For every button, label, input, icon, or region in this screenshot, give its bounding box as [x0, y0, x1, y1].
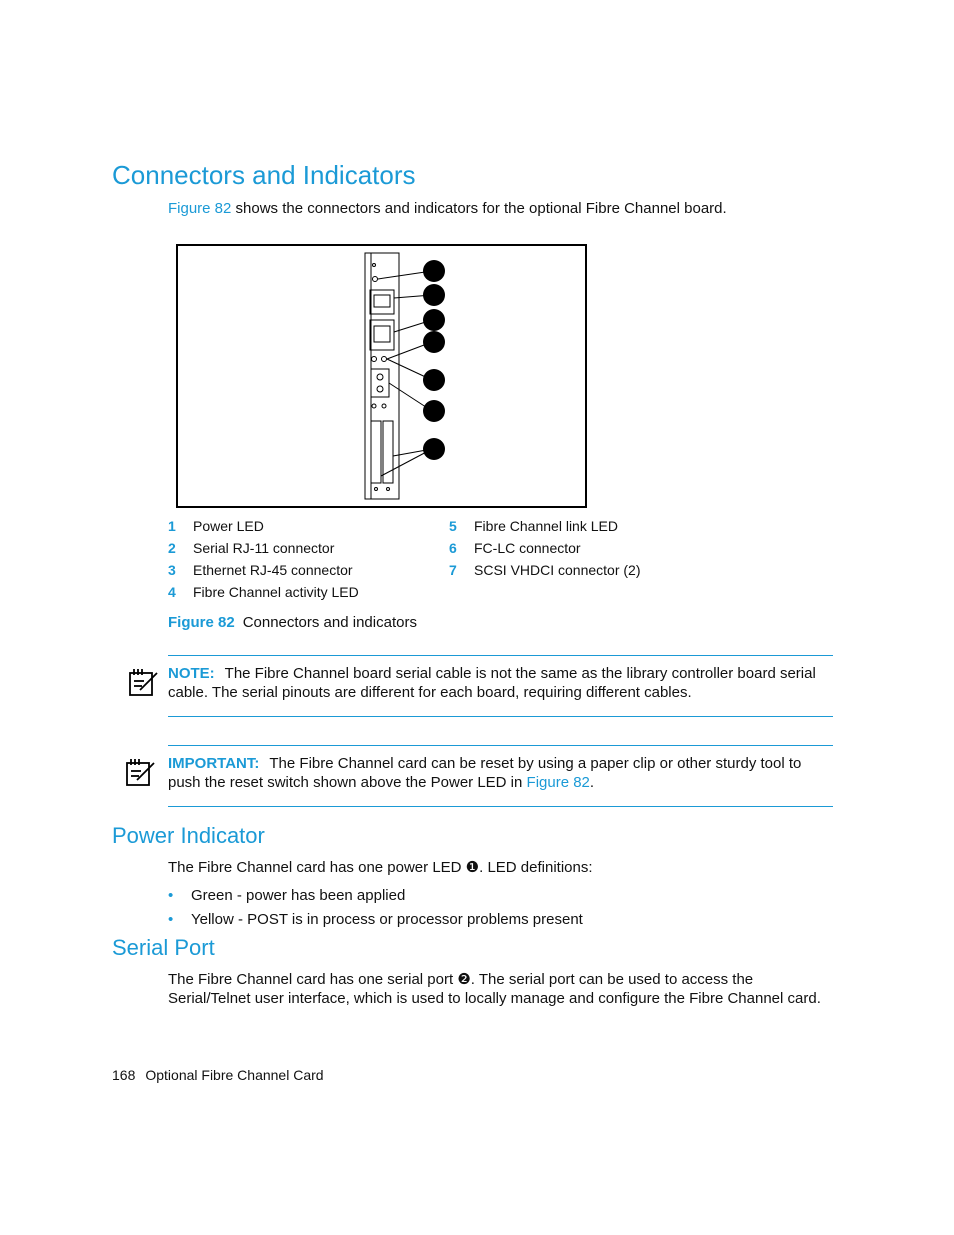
legend-number: 1 — [168, 518, 176, 534]
legend-number: 6 — [449, 540, 457, 556]
bullet-item — [168, 886, 405, 905]
figure-caption — [168, 614, 417, 631]
power-paragraph: The Fibre Channel card has one power LED ❶. LED definitions: — [168, 859, 593, 876]
power-led — [373, 277, 378, 282]
note-rule-bottom — [168, 716, 833, 717]
legend-item — [449, 562, 641, 584]
serial-paragraph-line-1: The Fibre Channel card has one serial port ❷. The serial port can be used to access the — [168, 971, 754, 988]
important-label: IMPORTANT: — [168, 755, 260, 772]
legend-number: 2 — [168, 540, 176, 556]
serial-port-heading: Serial Port — [112, 935, 215, 960]
serial-paragraph-line-2: Serial/Telnet user interface, which is used to locally manage and configure the Fibre Channel card. — [168, 990, 821, 1007]
important-end: . — [589, 774, 595, 791]
footer-title: Optional Fibre Channel Card — [145, 1067, 324, 1083]
figure-link[interactable]: Figure 82 — [168, 200, 232, 217]
bullet-icon: • — [168, 911, 174, 928]
important-rule-top — [168, 745, 833, 746]
legend-col-1 — [168, 518, 359, 606]
legend-item — [168, 518, 359, 540]
power-indicator-heading: Power Indicator — [112, 823, 265, 848]
note-body: The Fibre Channel board serial cable is not the same as the library controller board serial cable. The serial pinouts are different for each board, requiring different cables. — [168, 665, 816, 701]
legend-item — [449, 518, 641, 540]
important-body: The Fibre Channel card can be reset by using a paper clip or other sturdy tool to push the reset switch shown above the Power LED in — [168, 755, 802, 791]
fibre-channel-board-illustration — [178, 246, 585, 506]
bullet-text: Yellow - POST is in process or processor problems present — [191, 911, 583, 928]
callout-7 — [423, 438, 445, 460]
legend-item — [168, 540, 359, 562]
callout-1 — [423, 260, 445, 282]
callout-4 — [423, 331, 445, 353]
figure-link[interactable]: Figure 82 — [526, 774, 590, 791]
reset-switch — [373, 264, 376, 267]
note-rule-top — [168, 655, 833, 656]
legend-label: Power LED — [193, 518, 264, 534]
legend-col-2 — [449, 518, 641, 584]
note-label: NOTE: — [168, 665, 215, 682]
bullet-item — [168, 910, 583, 929]
legend-label: Ethernet RJ-45 connector — [193, 562, 353, 578]
legend-label: Serial RJ-11 connector — [193, 540, 335, 556]
page-number: 168 — [112, 1067, 136, 1083]
caption-text: Connectors and indicators — [242, 614, 417, 631]
legend-item — [168, 584, 359, 606]
legend-label: Fibre Channel link LED — [474, 518, 618, 534]
legend-item — [449, 540, 641, 562]
intro-paragraph — [168, 199, 727, 218]
legend-number: 7 — [449, 562, 457, 578]
callout-5 — [423, 369, 445, 391]
callout-6 — [423, 400, 445, 422]
important-icon — [123, 755, 157, 794]
important-rule-bottom — [168, 806, 833, 807]
legend-number: 5 — [449, 518, 457, 534]
fc-lc-connector — [371, 369, 389, 397]
link-led — [382, 357, 387, 362]
legend-label: Fibre Channel activity LED — [193, 584, 359, 600]
figure-82-diagram — [176, 244, 587, 508]
callout-3 — [423, 309, 445, 331]
note-text — [168, 664, 833, 702]
intro-text: shows the connectors and indicators for the optional Fibre Channel board. — [231, 200, 727, 217]
legend-item — [168, 562, 359, 584]
legend-label: FC-LC connector — [474, 540, 581, 556]
legend-number: 3 — [168, 562, 176, 578]
bullet-text: Green - power has been applied — [191, 887, 406, 904]
bullet-icon: • — [168, 887, 174, 904]
section-title: Connectors and Indicators — [112, 160, 416, 190]
scsi-connector-a — [371, 421, 381, 483]
important-text — [168, 754, 833, 792]
activity-led — [372, 357, 377, 362]
caption-label: Figure 82 — [168, 614, 235, 631]
page-footer — [112, 1067, 324, 1083]
callout-2 — [423, 284, 445, 306]
legend-label: SCSI VHDCI connector (2) — [474, 562, 641, 578]
legend-number: 4 — [168, 584, 176, 600]
note-icon — [126, 665, 160, 704]
